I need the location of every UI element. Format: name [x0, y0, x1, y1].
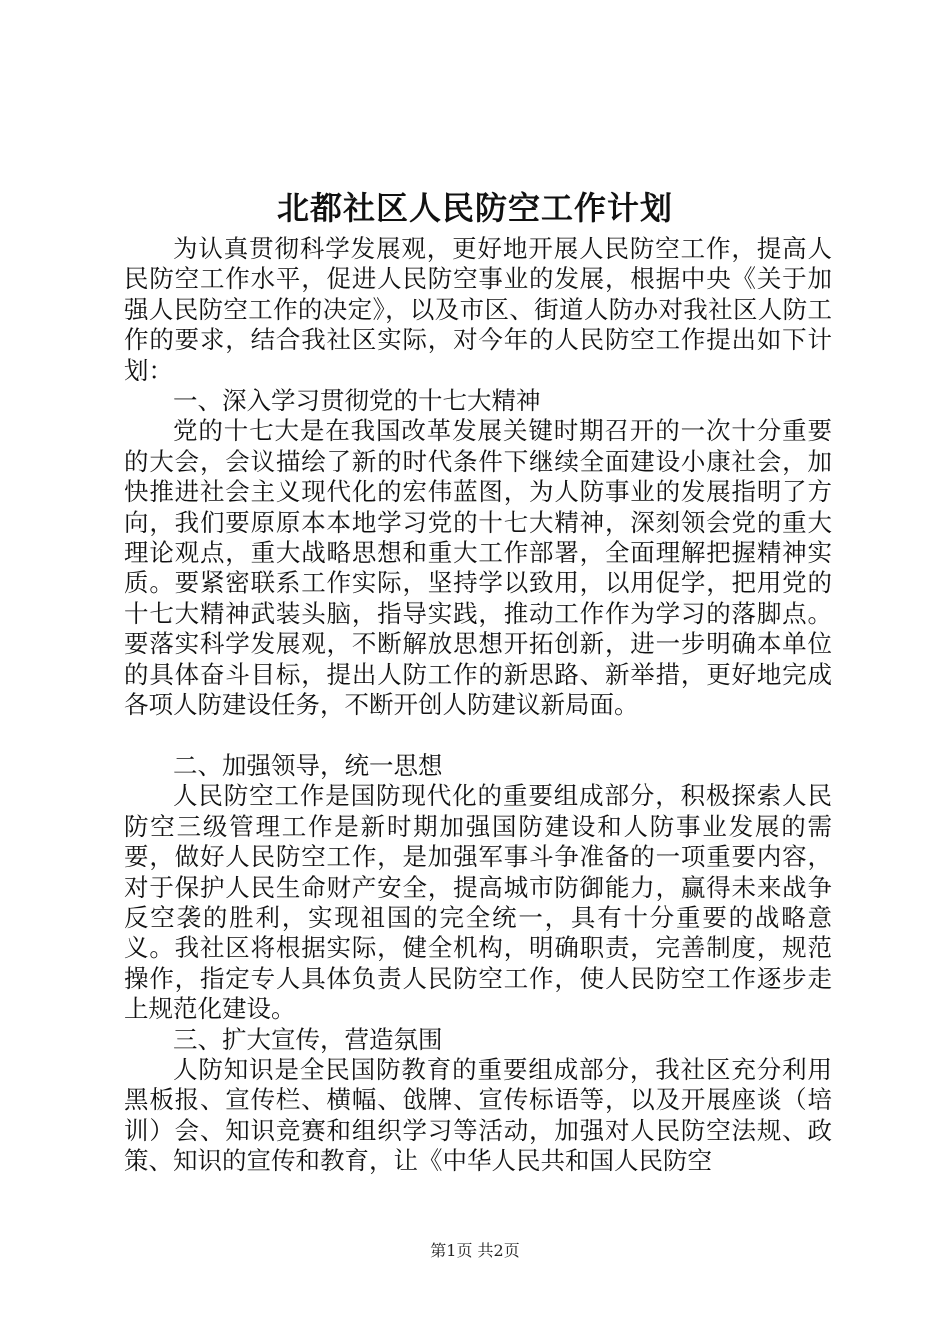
- document-title: 北都社区人民防空工作计划: [276, 189, 673, 227]
- document-body: [124, 234, 832, 1177]
- section-heading-1: 一、深入学习贯彻党的十七大精神: [173, 386, 541, 416]
- section-1-paragraph: 党的十七大是在我国改革发展关键时期召开的一次十分重要的大会，会议描绘了新的时代条件下继续全面建设小康社会，加快推进社会主义现代化的宏伟蓝图，为人防事业的发展指明了方向，我们要原原本本地学习党的十七大精神，深刻领会党的重大理论观点，重大战略思想和重大工作部署，全面理解把握精神实质。要紧密联系工作实际，坚持学以致用，以用促学，把用党的十七大精神武装头脑，指导实践，推动工作作为学习的落脚点。要落实科学发展观，不断解放思想开拓创新，进一步明确本单位的具体奋斗目标，提出人防工作的新思路、新举措，更好地完成各项人防建设任务，不断开创人防建议新局面。: [124, 416, 832, 720]
- section-heading-2: 二、加强领导，统一思想: [173, 750, 443, 780]
- section-2-paragraph: 人民防空工作是国防现代化的重要组成部分，积极探索人民防空三级管理工作是新时期加强国防建设和人防事业发展的需要，做好人民防空工作，是加强军事斗争准备的一项重要内容，对于保护人民生命财产安全，提高城市防御能力，赢得未来战争反空袭的胜利，实现祖国的完全统一，具有十分重要的战略意义。我社区将根据实际，健全机构，明确职责，完善制度，规范操作，指定专人具体负责人民防空工作，使人民防空工作逐步走上规范化建设。: [124, 781, 832, 1024]
- intro-paragraph: 为认真贯彻科学发展观，更好地开展人民防空工作，提高人民防空工作水平，促进人民防空事业的发展，根据中央《关于加强人民防空工作的决定》，以及市区、街道人防办对我社区人防工作的要求，结合我社区实际，对今年的人民防空工作提出如下计划：: [124, 234, 832, 385]
- section-3-paragraph: 人防知识是全民国防教育的重要组成部分，我社区充分利用黑板报、宣传栏、横幅、戗牌、宣传标语等，以及开展座谈（培训）会、知识竞赛和组织学习等活动，加强对人民防空法规、政策、知识的宣传和教育，让《中华人民共和国人民防空: [124, 1054, 832, 1176]
- blank-line: [124, 721, 832, 751]
- section-heading-3: 三、扩大宣传，营造氛围: [173, 1024, 443, 1054]
- page-footer: 第1页 共2页: [430, 1241, 520, 1260]
